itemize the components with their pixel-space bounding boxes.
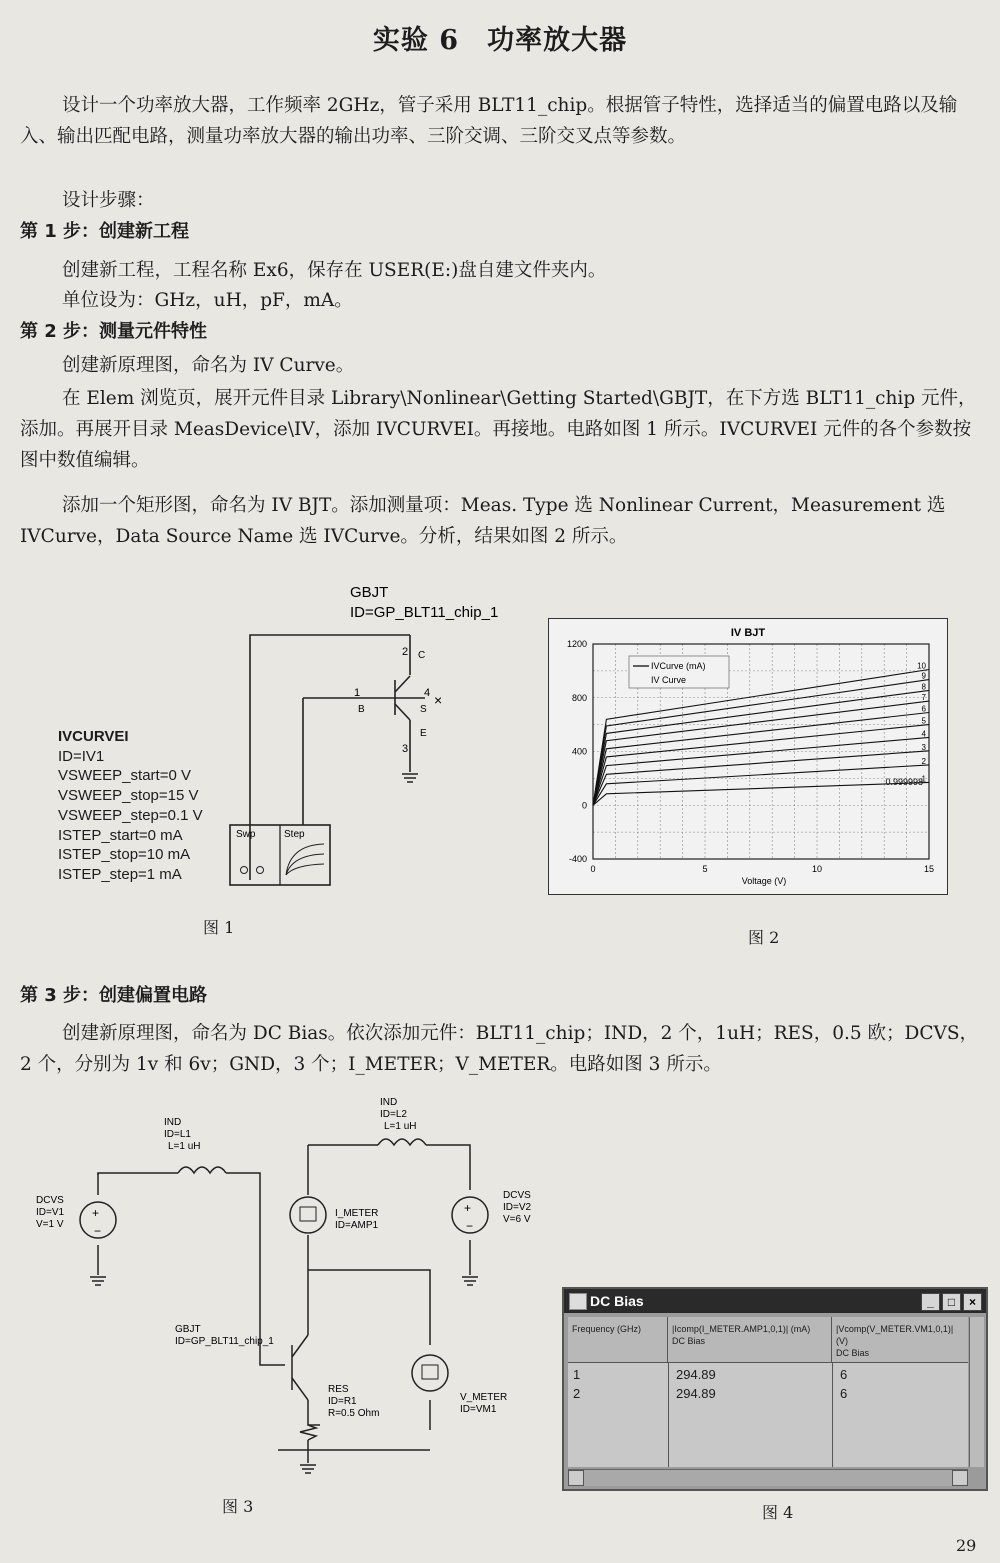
fig1-step-label: Step	[284, 829, 305, 840]
step1-text-1: 创建新工程，工程名称 Ex6，保存在 USER(E:)盘自建文件夹内。	[62, 260, 607, 281]
chart-xlabel: Voltage (V)	[741, 876, 787, 886]
col-header-current	[668, 1317, 832, 1363]
window-app-icon	[569, 1293, 587, 1310]
fig1-param-3: VSWEEP_stop=15 V	[58, 787, 199, 805]
fig3-imeter-id: ID=AMP1	[335, 1220, 379, 1231]
fig1-caption: 图 1	[203, 918, 235, 937]
fig3-dcvs2-id: ID=V2	[503, 1202, 532, 1213]
fig1-pin4: 4	[424, 687, 431, 699]
y-tick-label: 400	[571, 746, 587, 757]
fig3-imeter-type: I_METER	[335, 1208, 379, 1219]
fig3-caption: 图 3	[222, 1497, 254, 1516]
figure1-circuit	[220, 580, 540, 890]
fig1-x-mark: ×	[434, 692, 443, 708]
intro-paragraph: 设计一个功率放大器，工作频率 2GHz，管子采用 BLT11_chip。根据管子特性，选择适当的偏置电路以及输入、输出匹配电路，测量功率放大器的输出功率、三阶交调、三阶交叉点等参数。	[20, 95, 958, 147]
fig3-vmeter-id: ID=VM1	[460, 1404, 497, 1415]
window-titlebar[interactable]	[564, 1289, 986, 1313]
fig1-swp-label: Swp	[236, 829, 256, 840]
svg-text:−: −	[466, 1219, 474, 1233]
y-tick-label: 0	[581, 800, 587, 811]
curve-label-9: 9	[921, 671, 926, 681]
fig1-params	[58, 727, 203, 885]
col-header-voltage	[832, 1317, 968, 1363]
step1-text-2: 单位设为：GHz，uH，pF，mA。	[62, 290, 353, 311]
fig1-param-7: ISTEP_step=1 mA	[58, 865, 182, 883]
fig3-ind2-value: L=1 uH	[384, 1121, 417, 1132]
legend-entry-0: IVCurve (mA)	[651, 661, 706, 671]
window-title: DC Bias	[590, 1293, 644, 1309]
row2-frequency: 2	[573, 1386, 581, 1401]
series-line-9	[593, 680, 929, 806]
fig3-dcvs1-type: DCVS	[36, 1195, 64, 1206]
fig3-ind2-type: IND	[380, 1097, 398, 1108]
design-steps-label: 设计步骤：	[62, 190, 155, 211]
chart-title: IV BJT	[730, 627, 766, 639]
close-button[interactable]: ×	[963, 1293, 982, 1311]
fig1-ivcurve-box	[230, 780, 330, 885]
fig2-caption: 图 2	[748, 928, 780, 947]
curve-label-4: 4	[921, 729, 926, 739]
fig3-ind1-id: ID=L1	[164, 1129, 191, 1140]
chart-legend	[629, 656, 729, 688]
fig1-pin3: 3	[402, 743, 409, 755]
curve-label-6: 6	[921, 704, 926, 714]
fig1-param-2: VSWEEP_start=0 V	[58, 767, 191, 785]
fig3-ind1-type: IND	[164, 1117, 182, 1128]
step2-heading: 第 2 步：测量元件特性	[20, 321, 208, 342]
fig3-gbjt-id: ID=GP_BLT11_chip_1	[175, 1336, 274, 1347]
row2-current: 294.89	[676, 1386, 716, 1401]
fig3-res-id: ID=R1	[328, 1396, 357, 1407]
fig3-gbjt-type: GBJT	[175, 1324, 201, 1335]
figure3-dc-bias-circuit	[30, 1095, 560, 1495]
fig3-dcvs1-value: V=1 V	[36, 1219, 64, 1230]
fig1-gbjt-id: ID=GP_BLT11_chip_1	[350, 604, 499, 621]
curve-label-2: 2	[921, 756, 926, 766]
results-table	[568, 1317, 968, 1467]
svg-text:−: −	[94, 1224, 102, 1238]
curve-label-8: 8	[921, 682, 926, 692]
curve-label-1: 1	[921, 774, 926, 784]
x-tick-label: 15	[923, 864, 935, 874]
svg-text:+: +	[464, 1201, 472, 1215]
curve-label-10: 10	[917, 661, 926, 671]
fig3-vmeter-symbol	[412, 1355, 448, 1391]
fig4-caption: 图 4	[762, 1503, 794, 1522]
fig1-pin2: 2	[402, 646, 409, 658]
fig3-wiring	[98, 1139, 470, 1463]
series-line-6	[593, 713, 929, 806]
fig1-gbjt-label: GBJT	[350, 584, 389, 601]
figure2-iv-chart	[548, 618, 948, 895]
horizontal-scrollbar[interactable]	[568, 1469, 968, 1486]
series-line-1	[593, 782, 929, 805]
fig1-pin-c: C	[418, 650, 426, 661]
fig1-param-6: ISTEP_stop=10 mA	[58, 846, 191, 864]
y-tick-label: -400	[568, 854, 587, 864]
fig1-pin-b: B	[358, 704, 365, 715]
fig1-pin-e: E	[420, 728, 427, 739]
dc-bias-window	[562, 1287, 988, 1491]
row1-frequency: 1	[573, 1367, 581, 1382]
y-tick-label: 1200	[566, 639, 587, 649]
col-header-voltage-label: |Vcomp(V_METER.VM1,0,1)| (V)	[836, 1324, 954, 1346]
curve-label-5: 5	[921, 716, 926, 726]
step2-text-1: 创建新原理图，命名为 IV Curve。	[62, 355, 355, 376]
curve-label-3: 3	[921, 742, 926, 752]
page-title: 实验 6 功率放大器	[372, 25, 628, 56]
fig3-dcvs1-symbol	[80, 1202, 116, 1238]
fig1-param-5: ISTEP_start=0 mA	[58, 826, 183, 844]
fig3-dcvs1-id: ID=V1	[36, 1207, 65, 1218]
step3-text: 创建新原理图，命名为 DC Bias。依次添加元件：BLT11_chip；IND，2 个，1uH；RES，0.5 欧；DCVS，2 个，分别为 1v 和 6v；GND，3 个；I_METER；V_METER。电路如图 3 所示。	[20, 1023, 979, 1075]
series-line-2	[593, 765, 929, 805]
fig3-grounds	[90, 1277, 478, 1473]
step3-heading: 第 3 步：创建偏置电路	[20, 985, 208, 1006]
fig1-pin-s: S	[420, 704, 427, 715]
fig3-ind1-value: L=1 uH	[168, 1141, 201, 1152]
step2-text-3: 添加一个矩形图，命名为 IV BJT。添加测量项：Meas. Type 选 Nonlinear Current，Measurement 选 IVCurve，Data Source Name 选 IVCurve。分析，结果如图 2 所示。	[20, 495, 946, 547]
x-tick-label: 5	[702, 864, 708, 874]
fig1-wiring	[250, 635, 425, 880]
fig3-ind2-id: ID=L2	[380, 1109, 407, 1120]
scroll-left-arrow[interactable]	[568, 1470, 584, 1486]
fig3-dcvs2-type: DCVS	[503, 1190, 531, 1201]
legend-entry-1: IV Curve	[651, 675, 687, 685]
fig1-param-1: ID=IV1	[58, 747, 105, 765]
fig3-resistor-symbol	[300, 1425, 316, 1440]
fig1-param-4: VSWEEP_step=0.1 V	[58, 806, 203, 824]
col-header-voltage-sub: DC Bias	[836, 1348, 870, 1358]
col-header-current-sub: DC Bias	[672, 1336, 706, 1346]
series-line-3	[593, 751, 929, 806]
vertical-scrollbar[interactable]	[969, 1317, 984, 1467]
y-tick-label: 800	[571, 692, 587, 703]
minimize-button[interactable]: _	[921, 1293, 940, 1311]
svg-text:+: +	[92, 1206, 100, 1220]
fig1-pin1: 1	[354, 687, 361, 699]
x-tick-label: 10	[811, 864, 823, 874]
curve-label-7: 7	[921, 693, 926, 703]
fig3-imeter-symbol	[290, 1197, 326, 1233]
fig3-res-value: R=0.5 Ohm	[328, 1408, 380, 1419]
row1-voltage: 6	[840, 1367, 848, 1382]
fig3-dcvs2-value: V=6 V	[503, 1214, 531, 1225]
maximize-button[interactable]: □	[942, 1293, 961, 1311]
col-header-current-label: |Icomp(I_METER.AMP1,0,1)| (mA)	[672, 1324, 811, 1334]
row1-current: 294.89	[676, 1367, 716, 1382]
x-tick-label: 0	[590, 864, 596, 874]
step1-heading: 第 1 步：创建新工程	[20, 221, 190, 242]
chart-annotation: 0.999998	[885, 777, 923, 787]
step2-text-2: 在 Elem 浏览页，展开元件目录 Library\Nonlinear\Getting Started\GBJT，在下方选 BLT11_chip 元件，添加。再展开目录 MeasDevice\IV，添加 IVCURVEI。再接地。电路如图 1 所示。IVCURVEI 元件的各个参数按图中数值编辑。	[20, 388, 977, 471]
fig3-dcvs2-symbol	[452, 1197, 488, 1233]
row2-voltage: 6	[840, 1386, 848, 1401]
col-header-frequency: Frequency (GHz)	[568, 1317, 668, 1363]
fig3-res-type: RES	[328, 1384, 349, 1395]
scroll-right-arrow[interactable]	[952, 1470, 968, 1486]
fig1-param-0: IVCURVEI	[58, 728, 129, 745]
series-line-10	[593, 670, 929, 806]
page-number: 29	[956, 1536, 977, 1555]
fig3-vmeter-type: V_METER	[460, 1392, 508, 1403]
